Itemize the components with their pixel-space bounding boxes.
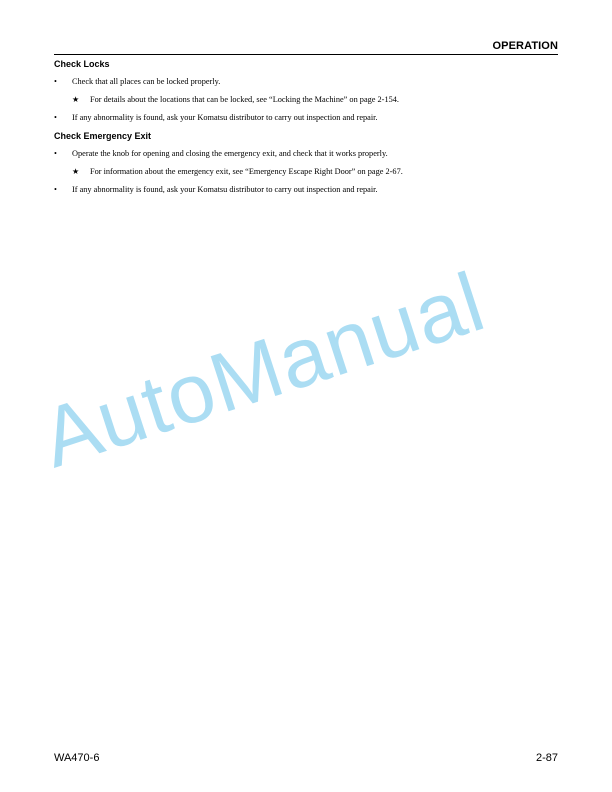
note-text: For details about the locations that can be locked, see “Locking the Machine” on page 2-154. bbox=[90, 95, 399, 104]
section-check-locks bbox=[54, 58, 558, 124]
bullet-text: Operate the knob for opening and closing the emergency exit, and check that it works properly. bbox=[72, 149, 388, 158]
note-text: For information about the emergency exit, see “Emergency Escape Right Door” on page 2-67. bbox=[90, 167, 403, 176]
bullet-text: Check that all places can be locked properly. bbox=[72, 77, 221, 86]
bullet-icon: • bbox=[54, 185, 57, 194]
header-title: OPERATION bbox=[492, 40, 558, 52]
star-icon: ★ bbox=[72, 167, 80, 176]
note-item bbox=[54, 166, 558, 178]
section-check-emergency-exit bbox=[54, 130, 558, 196]
bullet-icon: • bbox=[54, 77, 57, 86]
note-item bbox=[54, 94, 558, 106]
bullet-item bbox=[54, 184, 558, 196]
bullet-icon: • bbox=[54, 149, 57, 158]
bullet-text: If any abnormality is found, ask your Komatsu distributor to carry out inspection and repair. bbox=[72, 113, 378, 122]
bullet-item bbox=[54, 76, 558, 88]
footer-model: WA470-6 bbox=[54, 752, 100, 764]
footer-page-number: 2-87 bbox=[535, 752, 558, 764]
page-header bbox=[54, 40, 558, 55]
section-title: Check Locks bbox=[54, 59, 110, 69]
bullet-text: If any abnormality is found, ask your Komatsu distributor to carry out inspection and repair. bbox=[72, 185, 378, 194]
watermark: AutoManual bbox=[30, 254, 496, 486]
bullet-item bbox=[54, 112, 558, 124]
star-icon: ★ bbox=[72, 95, 80, 104]
bullet-icon: • bbox=[54, 113, 57, 122]
bullet-item bbox=[54, 148, 558, 160]
page-content bbox=[54, 58, 558, 202]
section-title: Check Emergency Exit bbox=[54, 131, 152, 141]
